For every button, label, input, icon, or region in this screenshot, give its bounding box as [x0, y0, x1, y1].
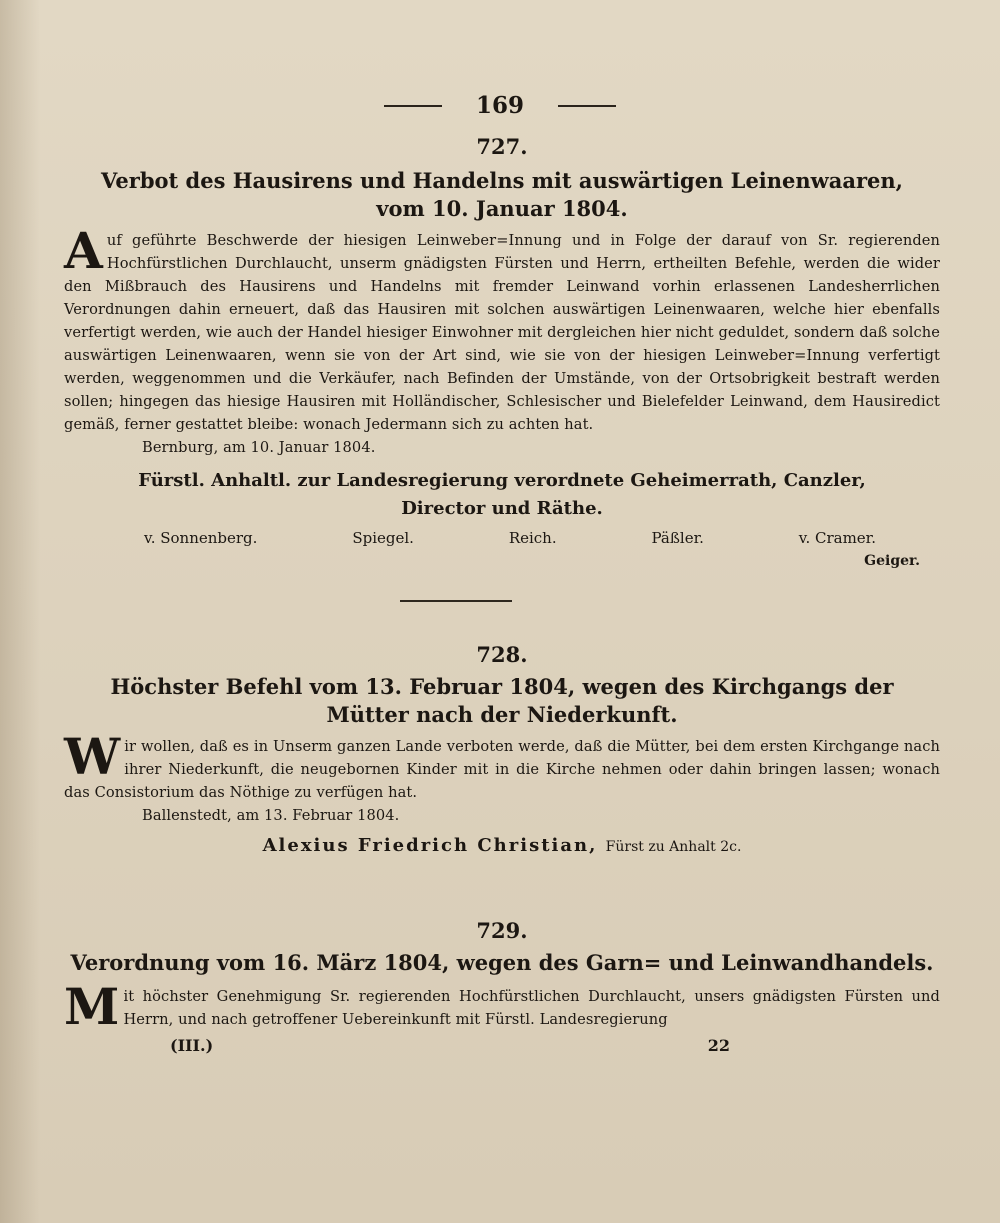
- header-rule-left: [384, 105, 442, 107]
- signatory-name: Spiegel.: [352, 529, 414, 547]
- section-title: [64, 673, 940, 729]
- section-title-line: vom 10. Januar 1804.: [376, 196, 628, 221]
- signatory-name-last: Geiger.: [864, 553, 920, 569]
- section-body: [64, 727, 940, 827]
- signatory-name: v. Cramer.: [798, 529, 876, 547]
- section-729: [64, 918, 940, 1036]
- initial-letter: W: [64, 727, 121, 786]
- section-title-line: Höchster Befehl vom 13. Februar 1804, wegen des Kirchgangs der: [110, 674, 894, 699]
- header-rule-right: [558, 105, 616, 107]
- place-date: Ballenstedt, am 13. Februar 1804.: [142, 807, 400, 824]
- body-text: it höchster Genehmigung Sr. regierenden Hochfürstlichen Durchlaucht, unsers gnädigsten Fürsten und Herrn, und nach getroffener Uebereinkunft mit Fürstl. Landesregierung: [123, 988, 940, 1028]
- body-text: uf geführte Beschwerde der hiesigen Leinweber=Innung und in Folge der darauf von Sr. regierenden Hochfürstlichen Durchlaucht, unserm gnädigsten Fürsten und Herrn, ertheilten Befehle, werden die wider den Mißbrauch des Hausirens und Handelns mit fremder Leinwand vorhin erlassenen Landesherrlichen Verordnungen dahin erneuert, daß das Hausiren mit solchen auswärtigen Leinenwaaren, welche hier ebenfalls verfertigt werden, wie auch der Handel hiesiger Einwohner mit dergleichen hier nicht geduldet, sondern daß solche auswärtigen Leinenwaaren, wenn sie von der Art sind, wie sie von der hiesigen Leinweber=Innung verfertigt werden, weggenommen und die Verkäufer, nach Befinden der Umstände, von der Ortsobrigkeit bestraft werden sollen; hingegen das hiesige Hausiren mit Holländischer, Schlesischer und Bielefelder Leinwand, dem Hausiredict gemäß, ferner gestattet bleibe: wonach Jedermann sich zu achten hat.: [64, 232, 940, 433]
- section-title: [64, 949, 940, 977]
- sheet-number: 22: [707, 1036, 730, 1055]
- signature-authority-line: Director und Räthe.: [401, 498, 603, 519]
- section-number: 728.: [476, 642, 528, 667]
- signature-name: Alexius Friedrich Christian,: [262, 835, 598, 856]
- section-727: [64, 134, 940, 569]
- section-title-line: Verbot des Hausirens und Handelns mit auswärtigen Leinenwaaren,: [101, 168, 903, 193]
- initial-letter: A: [64, 221, 103, 280]
- signature-line: [64, 835, 940, 856]
- body-text: ir wollen, daß es in Unserm ganzen Lande verboten werde, daß die Mütter, bei dem ersten Kirchgange nach ihrer Niederkunft, die neugebornen Kinder mit in die Kirche nehmen oder dahin bringen lassen; wonach das Consistorium das Nöthige zu verfügen hat.: [64, 738, 940, 801]
- section-728: [64, 642, 940, 856]
- signatory-name: v. Sonnenberg.: [144, 529, 258, 547]
- section-number: 729.: [476, 918, 528, 943]
- signatory-names: [64, 529, 940, 547]
- section-title: [64, 167, 940, 223]
- section-title-line: Verordnung vom 16. März 1804, wegen des Garn= und Leinwandhandels.: [70, 950, 934, 975]
- page-footer: [170, 1036, 730, 1055]
- signatory-name: Päßler.: [651, 529, 704, 547]
- section-body: [64, 221, 940, 459]
- signatory-name: Reich.: [508, 529, 557, 547]
- page-number: 169: [475, 92, 524, 119]
- signature-authority-line: Fürstl. Anhaltl. zur Landesregierung verordnete Geheimerrath, Canzler,: [138, 470, 866, 491]
- initial-letter: M: [64, 977, 120, 1036]
- section-title-line: Mütter nach der Niederkunft.: [326, 702, 678, 727]
- section-divider: [400, 600, 512, 602]
- section-body: [64, 977, 940, 1036]
- signature-authority: [64, 467, 940, 523]
- binding-shadow: [0, 0, 40, 1223]
- page-header: [0, 92, 1000, 119]
- signature-suffix: Fürst zu Anhalt 2c.: [605, 839, 742, 855]
- place-date: Bernburg, am 10. Januar 1804.: [142, 439, 376, 456]
- section-number: 727.: [476, 134, 528, 159]
- signature-mark: (III.): [170, 1036, 214, 1055]
